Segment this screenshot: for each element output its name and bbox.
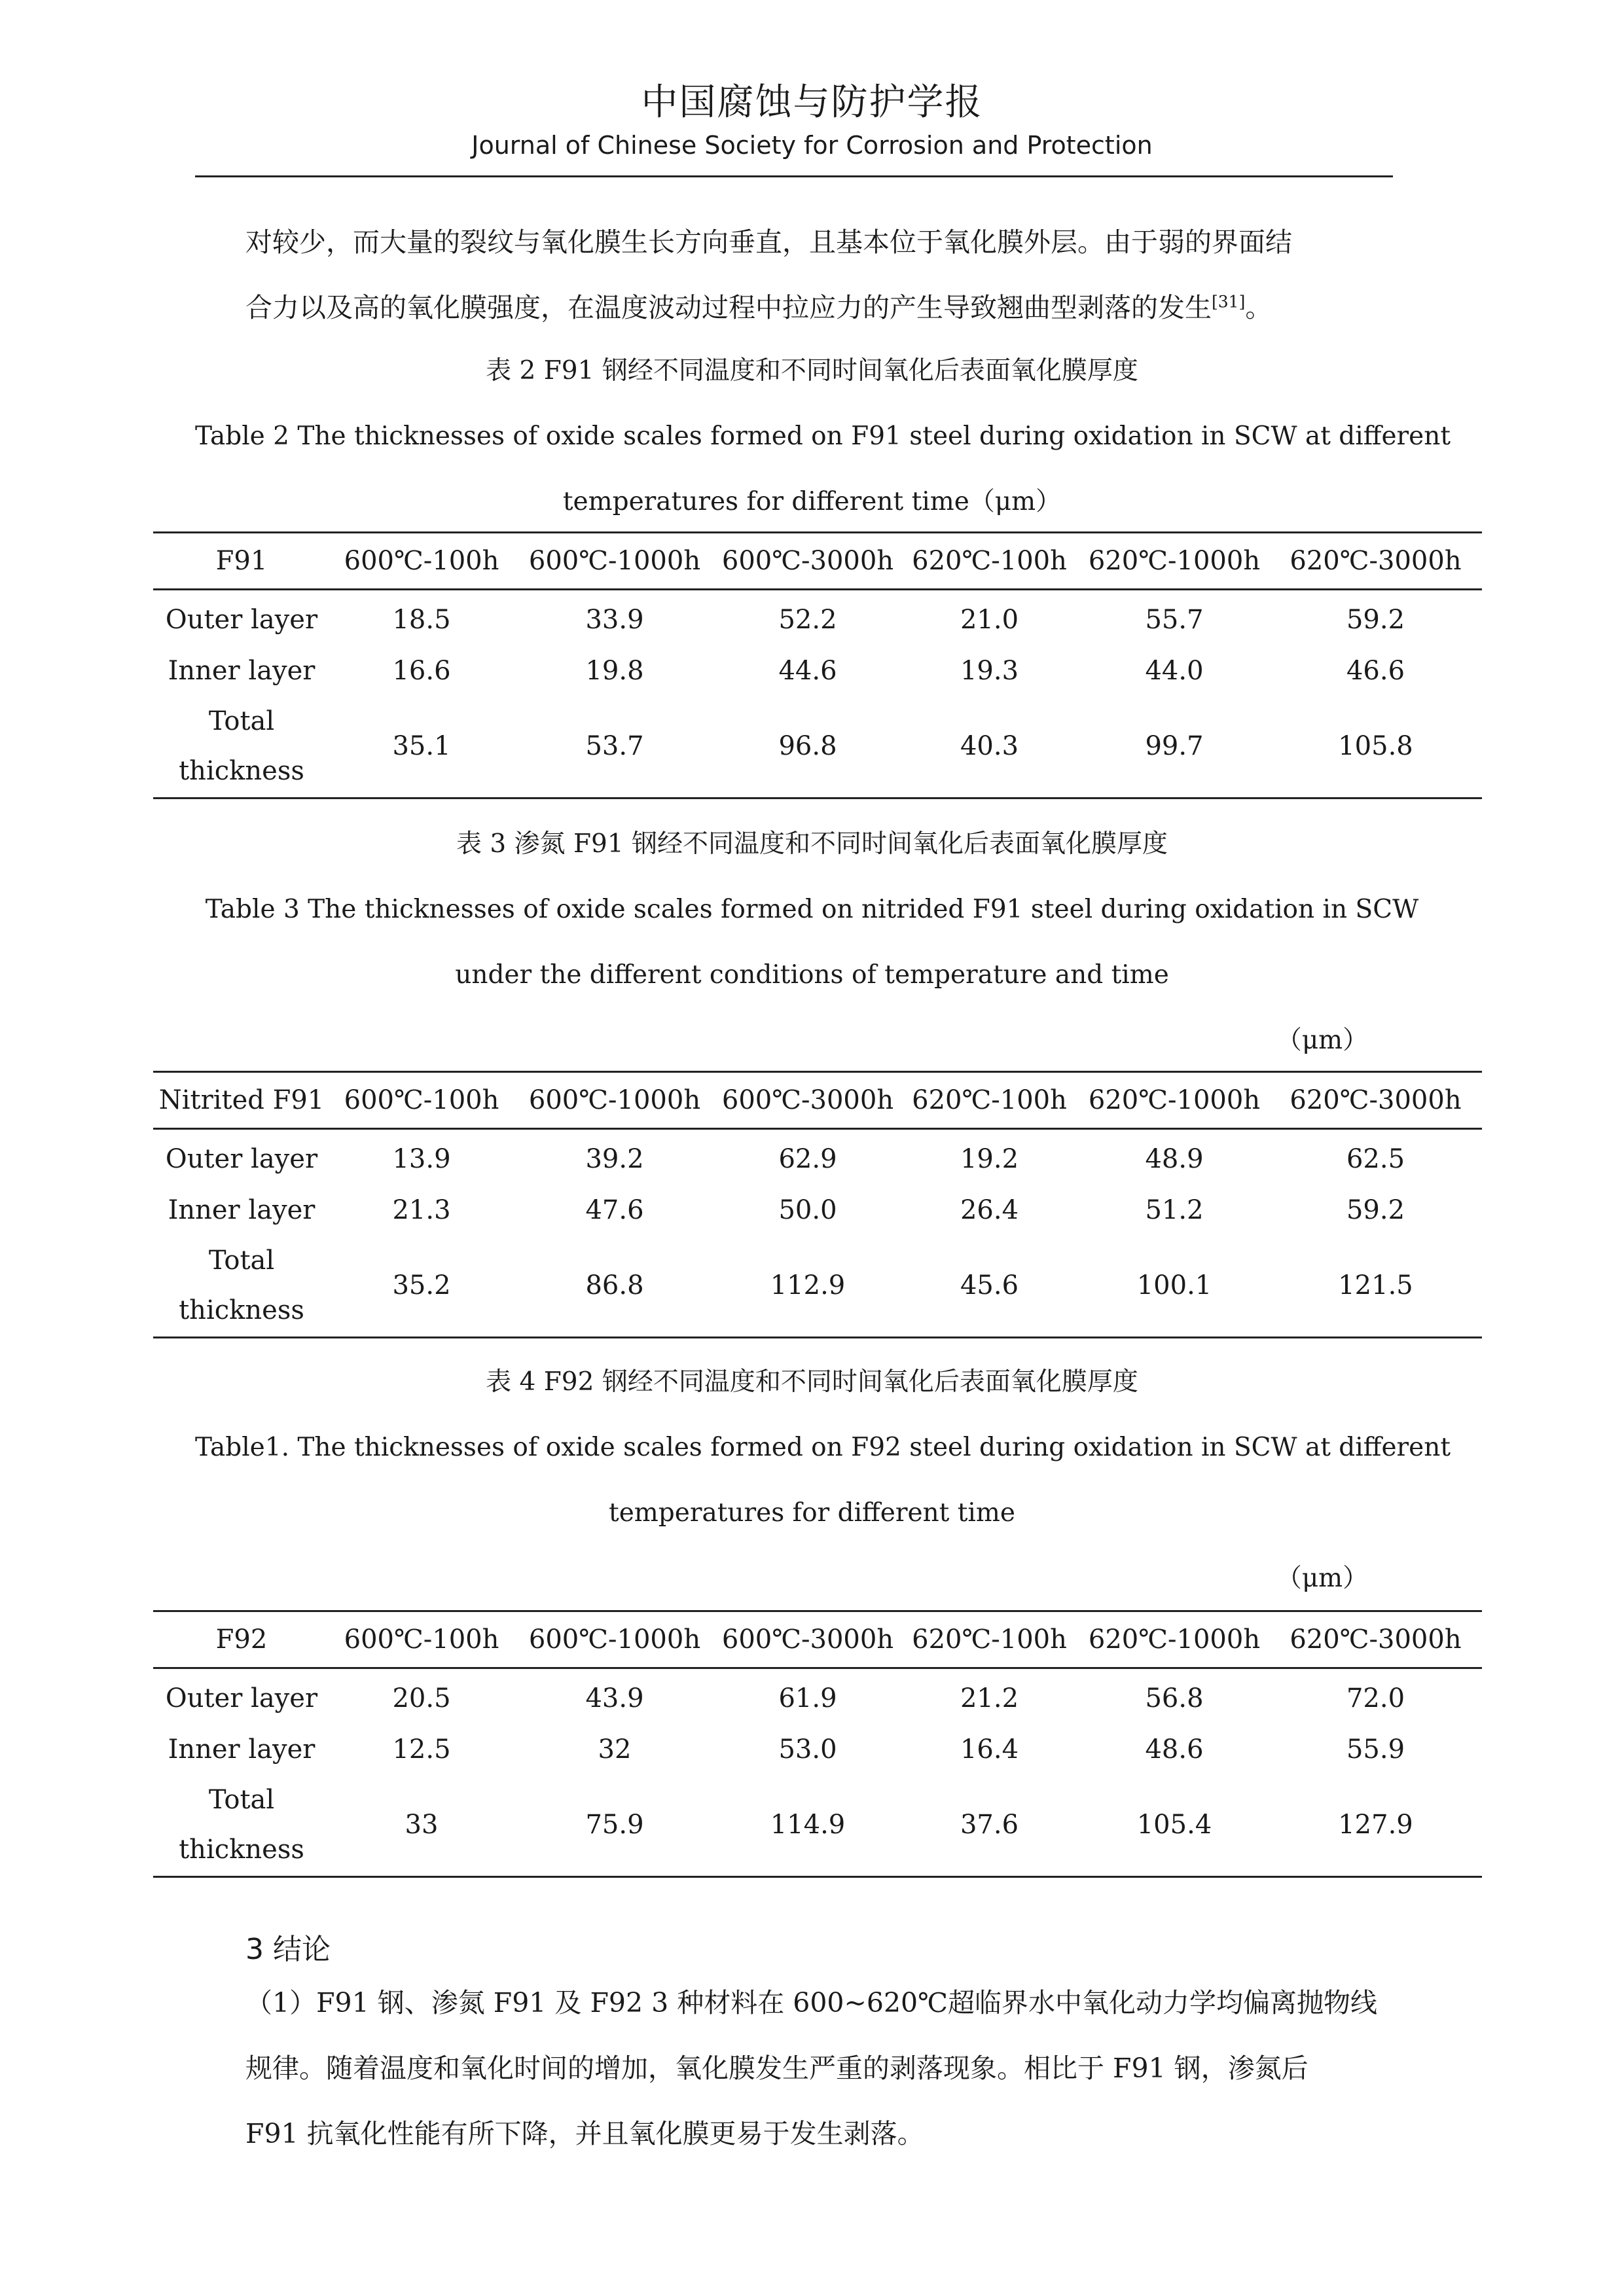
table-row (153, 647, 1482, 695)
table-cell: 127.9 (1338, 1810, 1413, 1840)
table4 (153, 1610, 1482, 1878)
table-row (153, 695, 1482, 798)
table4-caption-en-2: temperatures for different time (609, 1498, 1015, 1528)
table-cell: 21.0 (960, 605, 1019, 635)
column-header: 600℃-3000h (721, 1085, 894, 1115)
table-cell: 112.9 (770, 1270, 846, 1300)
table-cell: 20.5 (392, 1683, 451, 1713)
table3-caption-en-2: under the different conditions of temperature and time (455, 960, 1169, 990)
table-cell: 35.2 (392, 1270, 451, 1300)
table-cell: 44.0 (1145, 656, 1204, 686)
conclusion-line-3: F91 抗氧化性能有所下降，并且氧化膜更易于发生剥落。 (245, 2118, 924, 2149)
table-row (153, 1774, 1482, 1877)
table-cell: 16.4 (960, 1734, 1019, 1765)
table-cell: 12.5 (392, 1734, 451, 1765)
table-cell: 32 (598, 1734, 632, 1765)
table-cell: 44.6 (778, 656, 837, 686)
table-cell: 62.5 (1346, 1144, 1405, 1174)
table-cell: 59.2 (1346, 605, 1405, 635)
table-cell: 53.0 (778, 1734, 837, 1765)
conclusion-paragraph (245, 1970, 1391, 2166)
table-cell: 43.9 (585, 1683, 644, 1713)
table-cell: 21.3 (392, 1195, 451, 1225)
table-cell: 40.3 (960, 731, 1019, 761)
table-cell: 121.5 (1338, 1270, 1413, 1300)
table-cell: 33.9 (585, 605, 644, 635)
row-label-line-2: thickness (179, 756, 304, 786)
table-cell: 48.9 (1145, 1144, 1204, 1174)
table-cell: 61.9 (778, 1683, 837, 1713)
column-header: 620℃-3000h (1290, 1085, 1462, 1115)
table-cell: 62.9 (778, 1144, 837, 1174)
table3 (153, 1071, 1482, 1338)
table-cell: 48.6 (1145, 1734, 1204, 1765)
table2-caption-cn: 表 2 F91 钢经不同温度和不同时间氧化后表面氧化膜厚度 (486, 356, 1138, 386)
column-header: 620℃-1000h (1088, 1085, 1261, 1115)
table2 (153, 531, 1482, 799)
section-heading: 3 结论 (245, 1933, 331, 1966)
table-row (153, 1129, 1482, 1187)
table-cell: 100.1 (1136, 1270, 1212, 1300)
table-cell: 37.6 (960, 1810, 1019, 1840)
table4-unit: （μm） (1276, 1564, 1369, 1593)
table-cell: 55.9 (1346, 1734, 1405, 1765)
table-cell: 33 (405, 1810, 439, 1840)
column-header: 620℃-100h (912, 1085, 1067, 1115)
intro-line-2 (245, 275, 1391, 340)
row-label: Inner layer (168, 656, 316, 686)
column-header: 600℃-3000h (721, 546, 894, 576)
table4-caption-en-1: Table1. The thicknesses of oxide scales formed on F92 steel during oxidation in SCW at different (195, 1433, 1451, 1462)
intro-line-2-text: 合力以及高的氧化膜强度，在温度波动过程中拉应力的产生导致翘曲型剥落的发生 (245, 292, 1212, 323)
table-cell: 53.7 (585, 731, 644, 761)
table4-caption-cn: 表 4 F92 钢经不同温度和不同时间氧化后表面氧化膜厚度 (486, 1367, 1138, 1397)
column-header: 600℃-1000h (528, 546, 701, 576)
column-header: 620℃-100h (912, 546, 1067, 576)
table-cell: 39.2 (585, 1144, 644, 1174)
column-header: 600℃-1000h (528, 1085, 701, 1115)
table3-unit: （μm） (1276, 1026, 1369, 1055)
intro-line-2-end: 。 (1245, 292, 1272, 323)
column-header: 600℃-100h (344, 546, 499, 576)
table-cell: 105.4 (1136, 1810, 1212, 1840)
table-cell: 45.6 (960, 1270, 1019, 1300)
table-cell: 13.9 (392, 1144, 451, 1174)
table-cell: 86.8 (585, 1270, 644, 1300)
column-header: 620℃-3000h (1290, 546, 1462, 576)
table-cell: 105.8 (1338, 731, 1413, 761)
table-cell: 21.2 (960, 1683, 1019, 1713)
column-header: 620℃-1000h (1088, 546, 1261, 576)
table-cell: 19.8 (585, 656, 644, 686)
row-label: Inner layer (168, 1734, 316, 1765)
table-cell: 96.8 (778, 731, 837, 761)
table-cell: 55.7 (1145, 605, 1204, 635)
column-header: 620℃-1000h (1088, 1624, 1261, 1655)
header-divider (195, 175, 1393, 177)
column-header: 620℃-3000h (1290, 1624, 1462, 1655)
journal-title-cn: 中国腐蚀与防护学报 (641, 81, 983, 124)
conclusion-line-1: （1）F91 钢、渗氮 F91 及 F92 3 种材料在 600~620℃超临界水中氧化动力学均偏离抛物线 (245, 1987, 1377, 2018)
table-header-row (153, 1611, 1482, 1668)
row-label-line-1: Total (208, 1246, 275, 1276)
table-cell: 47.6 (585, 1195, 644, 1225)
table-row (153, 1186, 1482, 1234)
table-cell: 50.0 (778, 1195, 837, 1225)
table-row (153, 1725, 1482, 1774)
table-cell: 56.8 (1145, 1683, 1204, 1713)
column-header: Nitrited F91 (158, 1085, 325, 1115)
table2-caption-en-2: temperatures for different time（μm） (562, 487, 1062, 516)
row-label-line-1: Total (208, 706, 275, 736)
citation-ref: [31] (1212, 292, 1246, 312)
table-cell: 72.0 (1346, 1683, 1405, 1713)
table-cell: 16.6 (392, 656, 451, 686)
table-cell: 26.4 (960, 1195, 1019, 1225)
row-label-line-2: thickness (179, 1295, 304, 1325)
table-cell: 19.3 (960, 656, 1019, 686)
table-cell: 52.2 (778, 605, 837, 635)
table-cell: 99.7 (1145, 731, 1204, 761)
row-label (153, 1774, 330, 1877)
table3-caption-cn: 表 3 渗氮 F91 钢经不同温度和不同时间氧化后表面氧化膜厚度 (456, 829, 1168, 859)
table-cell: 35.1 (392, 731, 451, 761)
column-header: F92 (215, 1624, 268, 1655)
intro-line-1: 对较少，而大量的裂纹与氧化膜生长方向垂直，且基本位于氧化膜外层。由于弱的界面结 (245, 226, 1292, 258)
table-cell: 19.2 (960, 1144, 1019, 1174)
column-header: 600℃-100h (344, 1085, 499, 1115)
column-header: F91 (215, 546, 268, 576)
journal-title-en: Journal of Chinese Society for Corrosion and Protection (471, 131, 1153, 160)
row-label (153, 1234, 330, 1338)
table-cell: 59.2 (1346, 1195, 1405, 1225)
table-row (153, 1668, 1482, 1726)
table-row (153, 1234, 1482, 1338)
table-cell: 18.5 (392, 605, 451, 635)
table-row (153, 590, 1482, 647)
table-cell: 114.9 (770, 1810, 846, 1840)
table3-caption-en-1: Table 3 The thicknesses of oxide scales formed on nitrided F91 steel during oxidation in SCW (205, 895, 1419, 924)
row-label: Outer layer (165, 1683, 318, 1713)
intro-paragraph (245, 209, 1391, 340)
row-label-line-1: Total (208, 1785, 275, 1815)
row-label: Outer layer (165, 605, 318, 635)
row-label-line-2: thickness (179, 1835, 304, 1865)
table-header-row (153, 533, 1482, 590)
table-cell: 46.6 (1346, 656, 1405, 686)
table-cell: 51.2 (1145, 1195, 1204, 1225)
table2-caption-en-1: Table 2 The thicknesses of oxide scales formed on F91 steel during oxidation in SCW at different (195, 422, 1451, 451)
row-label (153, 695, 330, 798)
column-header: 600℃-1000h (528, 1624, 701, 1655)
column-header: 600℃-100h (344, 1624, 499, 1655)
column-header: 600℃-3000h (721, 1624, 894, 1655)
table-header-row (153, 1072, 1482, 1129)
column-header: 620℃-100h (912, 1624, 1067, 1655)
row-label: Inner layer (168, 1195, 316, 1225)
row-label: Outer layer (165, 1144, 318, 1174)
conclusion-line-2: 规律。随着温度和氧化时间的增加，氧化膜发生严重的剥落现象。相比于 F91 钢，渗氮后 (245, 2053, 1308, 2084)
table-cell: 75.9 (585, 1810, 644, 1840)
